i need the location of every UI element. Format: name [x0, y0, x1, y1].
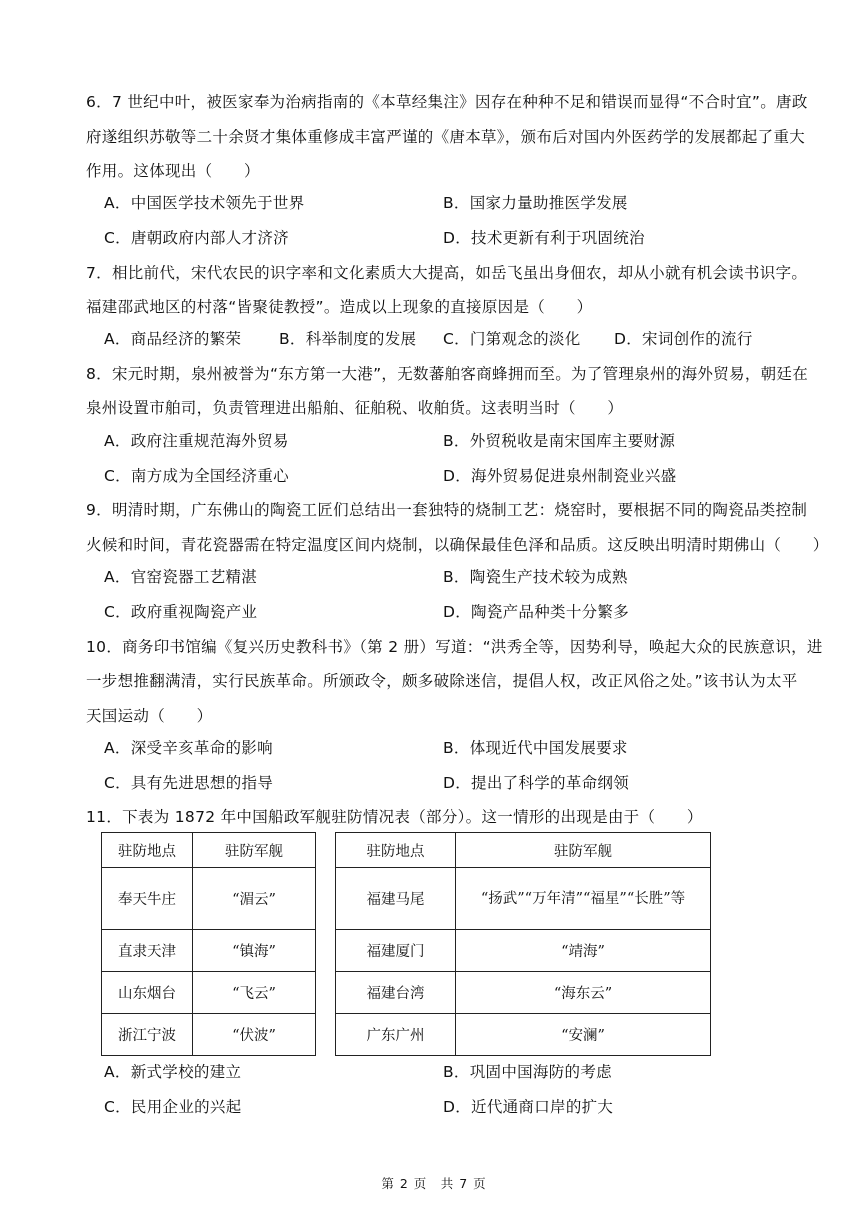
table-row — [102, 930, 711, 972]
table-cell: 浙江宁波 — [102, 1014, 193, 1056]
q9-line-2: 火候和时间，青花瓷器需在特定温度区间内烧制，以确保最佳色泽和品质。这反映出明清时期佛山（ ） — [86, 536, 829, 554]
q6-line-3: 作用。这体现出（ ） — [86, 162, 260, 180]
table-cell: “湄云” — [193, 868, 316, 930]
q11-option-a: A．新式学校的建立 — [104, 1063, 242, 1081]
q10-line-2: 一步想推翻满清，实行民族革命。所颁政令，颇多破除迷信，提倡人权，改正风俗之处。”该书认为太平 — [86, 672, 798, 690]
q10-line-3: 天国运动（ ） — [86, 707, 213, 725]
table-cell: 福建厦门 — [336, 930, 456, 972]
q11-option-c: C．民用企业的兴起 — [104, 1098, 242, 1116]
table-divider — [316, 833, 336, 1056]
q9-option-c: C．政府重视陶瓷产业 — [104, 603, 258, 621]
q10-option-c: C．具有先进思想的指导 — [104, 774, 274, 792]
q6-option-c: C．唐朝政府内部人才济济 — [104, 229, 289, 247]
q7-option-c: C．门第观念的淡化 — [443, 330, 581, 348]
q8-option-d: D．海外贸易促进泉州制瓷业兴盛 — [443, 467, 677, 485]
table-cell: “伏波” — [193, 1014, 316, 1056]
q9-option-d: D．陶瓷产品种类十分繁多 — [443, 603, 630, 621]
table-cell: “扬武”“万年清”“福星”“长胜”等 — [456, 868, 711, 930]
warship-deployment-table — [101, 832, 711, 1056]
q8-option-a: A．政府注重规范海外贸易 — [104, 432, 289, 450]
table-header-cell: 驻防军舰 — [193, 833, 316, 868]
q6-line-1: 6．7 世纪中叶，被医家奉为治病指南的《本草经集注》因存在种种不足和错误而显得“不合时宜”。唐政 — [86, 93, 808, 111]
q8-option-b: B．外贸税收是南宋国库主要财源 — [443, 432, 676, 450]
q9-option-a: A．官窑瓷器工艺精湛 — [104, 568, 258, 586]
table-cell: “靖海” — [456, 930, 711, 972]
q8-line-1: 8．宋元时期，泉州被誉为“东方第一大港”，无数蕃舶客商蜂拥而至。为了管理泉州的海外贸易，朝廷在 — [86, 365, 809, 383]
table-cell: “安澜” — [456, 1014, 711, 1056]
table-row — [102, 972, 711, 1014]
q11-option-d: D．近代通商口岸的扩大 — [443, 1098, 614, 1116]
q7-option-a: A．商品经济的繁荣 — [104, 330, 242, 348]
q7-option-d: D．宋词创作的流行 — [614, 330, 753, 348]
q6-option-d: D．技术更新有利于巩固统治 — [443, 229, 645, 247]
table-header-cell: 驻防军舰 — [456, 833, 711, 868]
table-cell: 直隶天津 — [102, 930, 193, 972]
table-header-cell: 驻防地点 — [336, 833, 456, 868]
q11-line-1: 11．下表为 1872 年中国船政军舰驻防情况表（部分）。这一情形的出现是由于（ ） — [86, 808, 703, 826]
page-footer: 第 2 页 共 7 页 — [381, 1176, 487, 1191]
q7-line-2: 福建邵武地区的村落“皆聚徒教授”。造成以上现象的直接原因是（ ） — [86, 298, 593, 316]
table-cell: 奉天牛庄 — [102, 868, 193, 930]
table-cell: “飞云” — [193, 972, 316, 1014]
q6-option-b: B．国家力量助推医学发展 — [443, 194, 628, 212]
table-cell: 山东烟台 — [102, 972, 193, 1014]
table-cell: “海东云” — [456, 972, 711, 1014]
table-cell: “镇海” — [193, 930, 316, 972]
table-row — [102, 868, 711, 930]
table-row — [102, 1014, 711, 1056]
q8-option-c: C．南方成为全国经济重心 — [104, 467, 289, 485]
table-cell: 福建马尾 — [336, 868, 456, 930]
q10-option-a: A．深受辛亥革命的影响 — [104, 739, 273, 757]
q7-line-1: 7．相比前代，宋代农民的识字率和文化素质大大提高，如岳飞虽出身佃农，却从小就有机会读书识字。 — [86, 264, 808, 282]
q10-option-b: B．体现近代中国发展要求 — [443, 739, 628, 757]
q9-option-b: B．陶瓷生产技术较为成熟 — [443, 568, 628, 586]
table-header-cell: 驻防地点 — [102, 833, 193, 868]
q6-option-a: A．中国医学技术领先于世界 — [104, 194, 305, 212]
q8-line-2: 泉州设置市舶司，负责管理进出船舶、征舶税、收舶货。这表明当时（ ） — [86, 399, 624, 417]
q6-line-2: 府遂组织苏敬等二十余贤才集体重修成丰富严谨的《唐本草》，颁布后对国内外医药学的发展都起了重大 — [86, 128, 806, 146]
q7-option-b: B．科举制度的发展 — [279, 330, 417, 348]
table-cell: 广东广州 — [336, 1014, 456, 1056]
table-header-row — [102, 833, 711, 868]
q11-option-b: B．巩固中国海防的考虑 — [443, 1063, 612, 1081]
q10-option-d: D．提出了科学的革命纲领 — [443, 774, 630, 792]
q10-line-1: 10．商务印书馆编《复兴历史教科书》（第 2 册）写道：“洪秀全等，因势利导，唤起大众的民族意识，进 — [86, 638, 823, 656]
table-cell: 福建台湾 — [336, 972, 456, 1014]
q9-line-1: 9．明清时期，广东佛山的陶瓷工匠们总结出一套独特的烧制工艺：烧窑时，要根据不同的陶瓷品类控制 — [86, 501, 808, 519]
